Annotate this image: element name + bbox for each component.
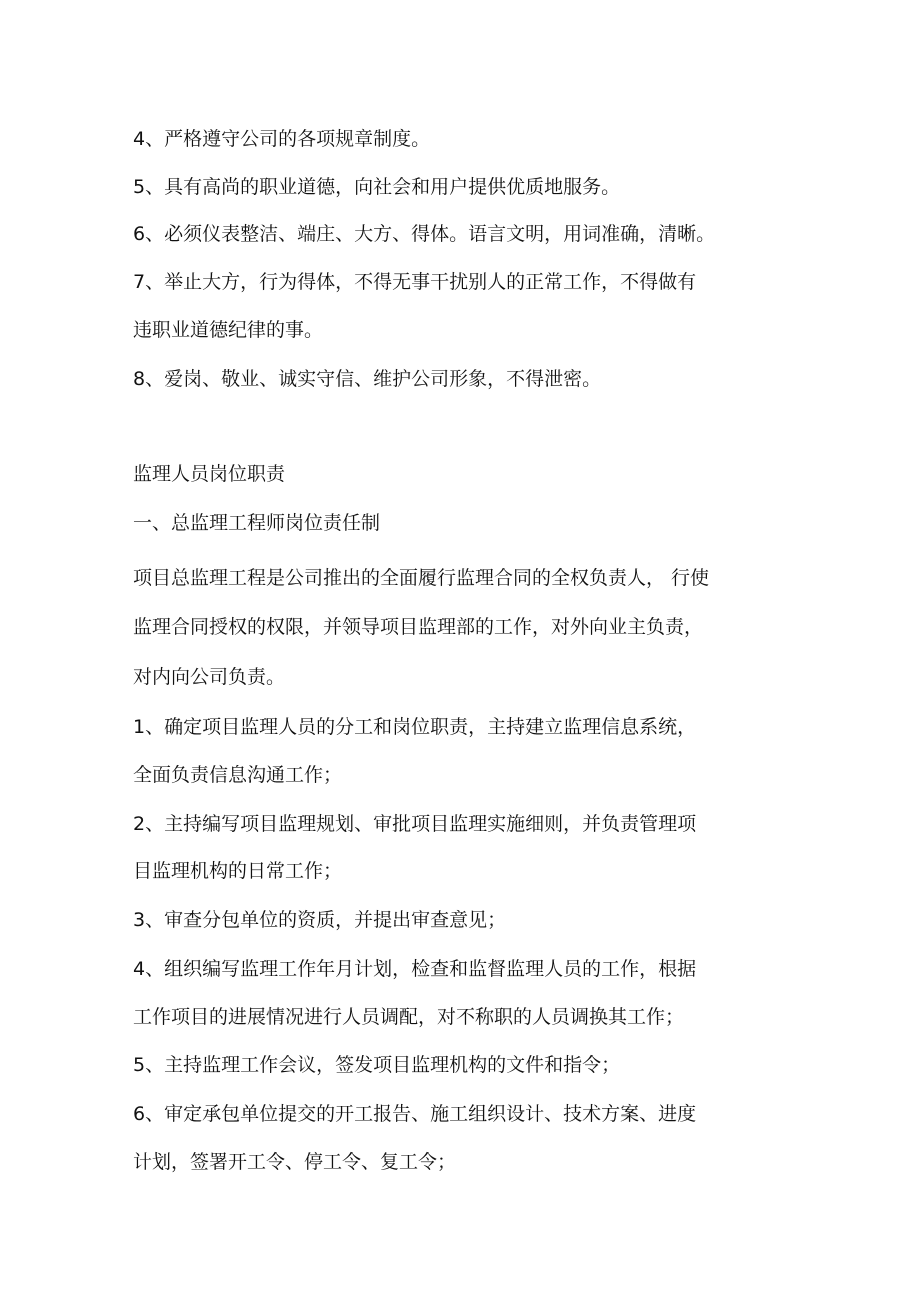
duty-item-1: 1、确定项目监理人员的分工和岗位职责，主持建立监理信息系统， <box>133 716 697 738</box>
duty-item-3: 3、审查分包单位的资质，并提出审查意见； <box>133 909 507 931</box>
intro-paragraph-line: 项目总监理工程是公司推出的全面履行监理合同的全权负责人， 行使 <box>133 567 710 589</box>
duty-item-6-cont: 计划，签署开工令、停工令、复工令； <box>133 1151 457 1173</box>
duty-item-2: 2、主持编写项目监理规划、审批项目监理实施细则，并负责管理项 <box>133 813 697 835</box>
intro-paragraph-line: 监理合同授权的权限，并领导项目监理部的工作，对外向业主负责， <box>133 616 704 638</box>
text-line-rule-7-cont: 违职业道德纪律的事。 <box>133 319 324 341</box>
section-heading: 监理人员岗位职责 <box>133 463 286 485</box>
duty-item-2-cont: 目监理机构的日常工作； <box>133 860 343 882</box>
text-line-rule-5: 5、具有高尚的职业道德，向社会和用户提供优质地服务。 <box>133 176 621 198</box>
text-line-rule-6: 6、必须仪表整洁、端庄、大方、得体。语言文明，用词准确，清晰。 <box>133 223 716 245</box>
duty-item-4-cont: 工作项目的进展情况进行人员调配，对不称职的人员调换其工作； <box>133 1006 685 1028</box>
duty-item-6: 6、审定承包单位提交的开工报告、施工组织设计、技术方案、进度 <box>133 1103 697 1125</box>
duty-item-5: 5、主持监理工作会议，签发项目监理机构的文件和指令； <box>133 1054 621 1076</box>
text-line-rule-8: 8、爱岗、敬业、诚实守信、维护公司形象，不得泄密。 <box>133 368 602 390</box>
intro-paragraph-line: 对内向公司负责。 <box>133 666 286 688</box>
duty-item-1-cont: 全面负责信息沟通工作； <box>133 764 343 786</box>
text-line-rule-7: 7、举止大方，行为得体，不得无事干扰别人的正常工作，不得做有 <box>133 271 697 293</box>
subsection-heading: 一、总监理工程师岗位责任制 <box>133 512 381 534</box>
text-line-rule-4: 4、严格遵守公司的各项规章制度。 <box>133 128 431 150</box>
duty-item-4: 4、组织编写监理工作年月计划，检查和监督监理人员的工作，根据 <box>133 958 697 980</box>
